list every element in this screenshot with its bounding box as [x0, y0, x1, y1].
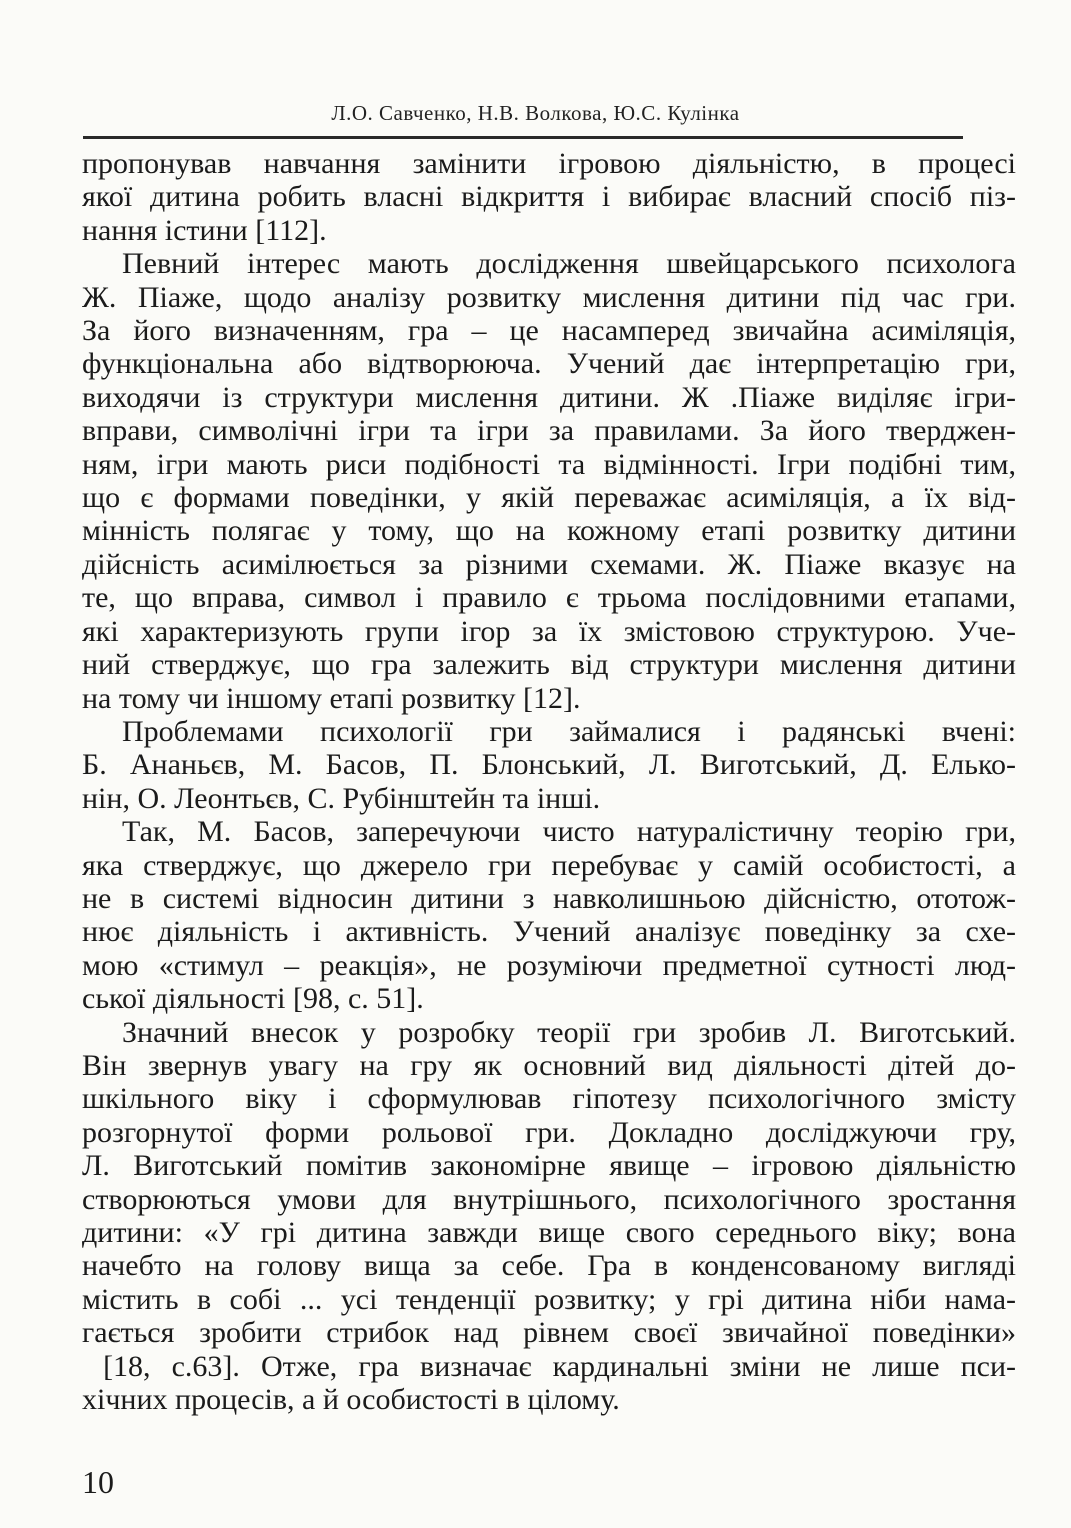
text-line: ний стверджує, що гра залежить від структури мислення дитини [82, 648, 1016, 682]
text-line: на тому чи іншому етапі розвитку [12]. [82, 681, 581, 715]
text-line: ської діяльності [98, с. 51]. [82, 982, 424, 1016]
text-line: які характеризують групи ігор за їх змістовою структурою. Уче- [82, 614, 1016, 648]
text-line: яка стверджує, що джерело гри перебуває у самій особистості, а [82, 848, 1016, 882]
text-line: функціональна або відтворююча. Учений дає інтерпретацію гри, [82, 347, 1016, 381]
text-line: мінність полягає у тому, що на кожному етапі розвитку дитини [82, 514, 1016, 548]
text-line: Він звернув увагу на гру як основний вид діяльності дітей до- [82, 1048, 1016, 1082]
text-line: [18, с.63]. Отже, гра визначає кардинальні зміни не лише пси- [82, 1349, 1016, 1383]
text-line: не в системі відносин дитини з навколишньою дійсністю, ототож- [82, 881, 1016, 915]
text-line: Проблемами психології гри займалися і радянські вчені: [122, 714, 1016, 748]
text-line: розгорнутої форми рольової гри. Докладно досліджуючи гру, [82, 1115, 1016, 1149]
text-line: пропонував навчання замінити ігровою діяльністю, в процесі [82, 147, 1016, 180]
text-line: якої дитина робить власні відкриття і вибирає власний спосіб піз- [82, 180, 1016, 214]
text-line: створюються умови для внутрішнього, психологічного зростання [82, 1182, 1016, 1216]
text-line: Певний інтерес мають дослідження швейцарського психолога [122, 247, 1016, 281]
text-line: нання істини [112]. [82, 213, 327, 247]
text-line: ням, ігри мають риси подібності та відмінності. Ігри подібні тим, [82, 447, 1016, 481]
text-line: начебто на голову вища за себе. Гра в конденсованому вигляді [82, 1249, 1016, 1283]
text-line: Ж. Піаже, щодо аналізу розвитку мислення дитини під час гри. [82, 280, 1016, 314]
text-line: нін, О. Леонтьєв, С. Рубінштейн та інші. [82, 781, 601, 815]
text-line: дійсність асимілюється за різними схемами. Ж. Піаже вказує на [82, 547, 1016, 581]
page-number: 10 [82, 1464, 114, 1500]
text-line: вправи, символічні ігри та ігри за правилами. За його тверджен- [82, 414, 1016, 448]
text-line: мою «стимул – реакція», не розуміючи предметної сутності люд- [82, 948, 1016, 982]
text-line: дитини: «У грі дитина завжди вище свого середнього віку; вона [82, 1216, 1016, 1249]
text-line: Так, М. Басов, заперечуючи чисто натуралістичну теорію гри, [122, 815, 1016, 849]
header-rule [83, 136, 963, 139]
text-line: шкільного віку і сформулював гіпотезу психологічного змісту [82, 1082, 1016, 1116]
text-line: що є формами поведінки, у якій переважає асиміляція, а їх від- [82, 481, 1016, 515]
body-text [82, 147, 1016, 1416]
text-line: Б. Ананьєв, М. Басов, П. Блонський, Л. Виготський, Д. Елько- [82, 748, 1016, 782]
running-header-authors: Л.О. Савченко, Н.В. Волкова, Ю.С. Кулінка [331, 101, 740, 125]
text-line: гається зробити стрибок над рівнем своєї звичайної поведінки» [82, 1316, 1016, 1350]
text-line: хічних процесів, а й особистості в цілому. [82, 1383, 620, 1417]
text-line: За його визначенням, гра – це насамперед звичайна асиміляція, [82, 314, 1016, 348]
text-line: Значний внесок у розробку теорії гри зробив Л. Виготський. [122, 1015, 1016, 1049]
text-line: виходячи із структури мислення дитини. Ж .Піаже виділяє ігри- [82, 380, 1016, 414]
text-line: те, що вправа, символ і правило є трьома послідовними етапами, [82, 581, 1016, 615]
text-line: Л. Виготський помітив закономірне явище – ігровою діяльністю [82, 1149, 1016, 1183]
text-line: містить в собі ... усі тенденції розвитку; у грі дитина ніби нама- [82, 1282, 1016, 1316]
text-line: нює діяльність і активність. Учений аналізує поведінку за схе- [82, 915, 1016, 949]
